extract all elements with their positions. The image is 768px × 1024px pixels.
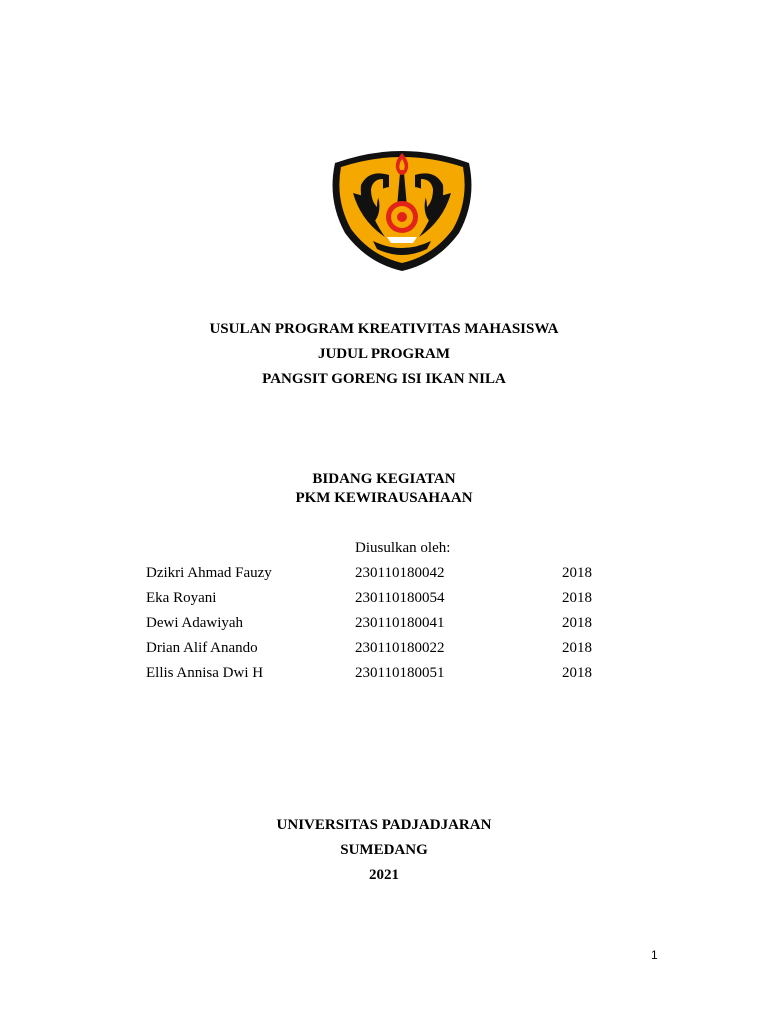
proposal-title: USULAN PROGRAM KREATIVITAS MAHASISWA: [209, 321, 559, 337]
member-nim: 230110180054: [355, 590, 445, 606]
page-number: 1: [651, 948, 658, 962]
member-row: [0, 565, 768, 585]
program-title-label: JUDUL PROGRAM: [317, 346, 451, 362]
member-row: [0, 665, 768, 685]
proposers-label-row: [0, 540, 768, 560]
city-name: SUMEDANG: [340, 842, 428, 858]
member-year: 2018: [562, 640, 592, 656]
member-year: 2018: [562, 615, 592, 631]
member-nim: 230110180051: [355, 665, 445, 681]
member-year: 2018: [562, 590, 592, 606]
university-name: UNIVERSITAS PADJADJARAN: [276, 817, 492, 833]
member-nim: 230110180041: [355, 615, 445, 631]
member-name: Eka Royani: [146, 590, 217, 606]
member-year: 2018: [562, 565, 592, 581]
member-row: [0, 590, 768, 610]
member-nim: 230110180042: [355, 565, 445, 581]
proposers-label: Diusulkan oleh:: [355, 540, 451, 556]
program-title: PANGSIT GORENG ISI IKAN NILA: [262, 371, 506, 387]
member-year: 2018: [562, 665, 592, 681]
member-name: Ellis Annisa Dwi H: [146, 665, 264, 681]
member-name: Dzikri Ahmad Fauzy: [146, 565, 272, 581]
field-value: PKM KEWIRAUSAHAAN: [295, 490, 473, 506]
member-name: Drian Alif Anando: [146, 640, 258, 656]
member-nim: 230110180022: [355, 640, 445, 656]
member-row: [0, 640, 768, 660]
submission-year: 2021: [369, 867, 399, 883]
member-name: Dewi Adawiyah: [146, 615, 244, 631]
field-label: BIDANG KEGIATAN: [312, 471, 456, 487]
member-row: [0, 615, 768, 635]
university-logo: [331, 145, 473, 273]
